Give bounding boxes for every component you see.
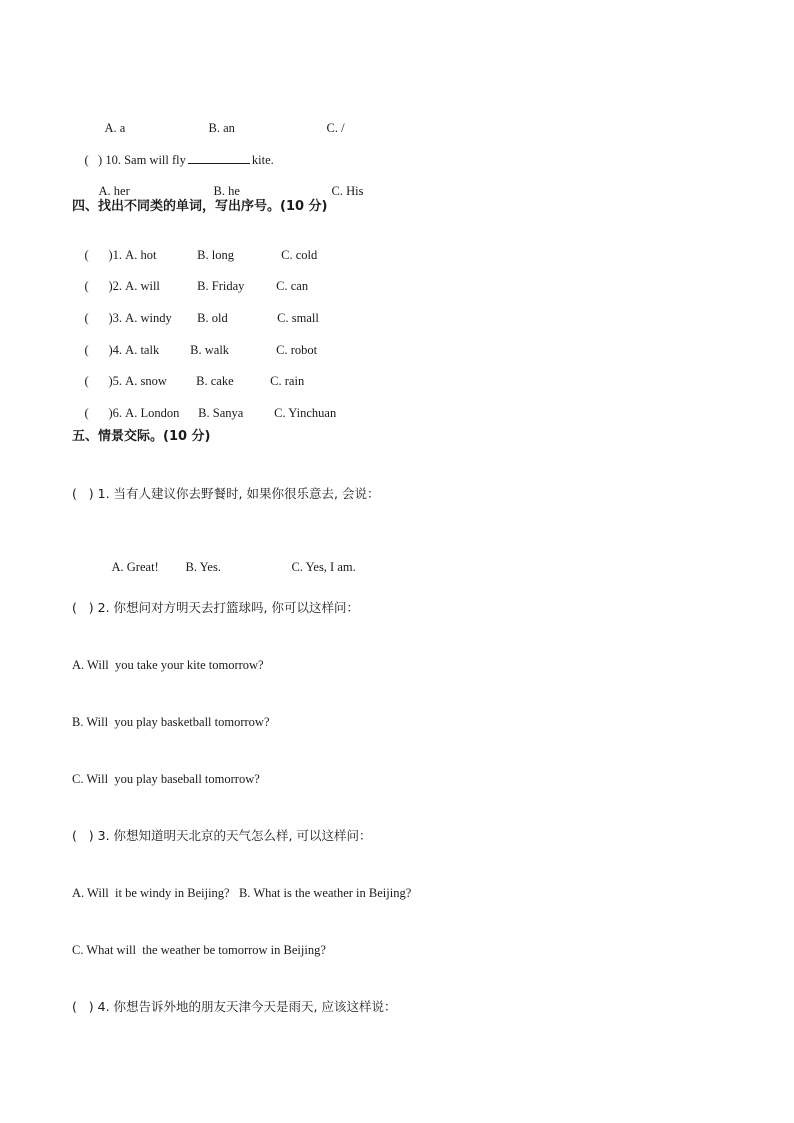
s5-q3-stem: ( ) 3. 你想知道明天北京的天气怎么样, 可以这样问： <box>72 828 372 843</box>
s4-item-5: ( )5. A. snow B. cake C. rain <box>84 374 305 388</box>
s5-q2-option-b: B. Will you play basketball tomorrow? <box>72 715 270 729</box>
s5-q4-stem: ( ) 4. 你想告诉外地的朋友天津今天是雨天, 应该这样说： <box>72 999 397 1014</box>
q9-option-b: B. an <box>208 121 235 135</box>
s5-q3-option-c: C. What will the weather be tomorrow in Beijing? <box>72 943 326 957</box>
s4-item-2: ( )2. A. will B. Friday C. can <box>84 279 309 293</box>
q10-suffix: kite. <box>251 153 274 167</box>
s4-item-1: ( )1. A. hot B. long C. cold <box>84 248 318 262</box>
s4-item-4: ( )4. A. talk B. walk C. robot <box>84 343 318 357</box>
s5-q1-option-a: A. Great! <box>111 560 159 574</box>
q10-prefix: ( ) 10. Sam will fly <box>84 153 186 167</box>
s5-q1-option-c: C. Yes, I am. <box>291 560 356 574</box>
s5-q1-options <box>99 543 356 591</box>
s4-item-3: ( )3. A. windy B. old C. small <box>84 311 319 325</box>
q10-blank[interactable] <box>188 152 250 164</box>
s5-q1-option-b: B. Yes. <box>185 560 221 574</box>
s5-q2-stem: ( ) 2. 你想问对方明天去打篮球吗, 你可以这样问： <box>72 600 359 615</box>
section5-heading: 五、情景交际。(10 分) <box>72 429 211 444</box>
s5-q2-option-c: C. Will you play baseball tomorrow? <box>72 772 260 786</box>
q9-option-a: A. a <box>104 121 126 135</box>
section4-heading: 四、找出不同类的单词，写出序号。(10 分) <box>72 199 328 214</box>
q9-option-c: C. / <box>326 121 345 135</box>
s5-q1-stem: ( ) 1. 当有人建议你去野餐时, 如果你很乐意去, 会说： <box>72 486 380 501</box>
q10-option-a: A. her <box>98 184 130 198</box>
s4-item-6: ( )6. A. London B. Sanya C. Yinchuan <box>84 406 337 420</box>
s5-q3-options-ab: A. Will it be windy in Beijing? B. What is the weather in Beijing? <box>72 886 412 900</box>
s5-q2-option-a: A. Will you take your kite tomorrow? <box>72 658 264 672</box>
q10-option-b: B. he <box>213 184 240 198</box>
q10-option-c: C. His <box>331 184 364 198</box>
